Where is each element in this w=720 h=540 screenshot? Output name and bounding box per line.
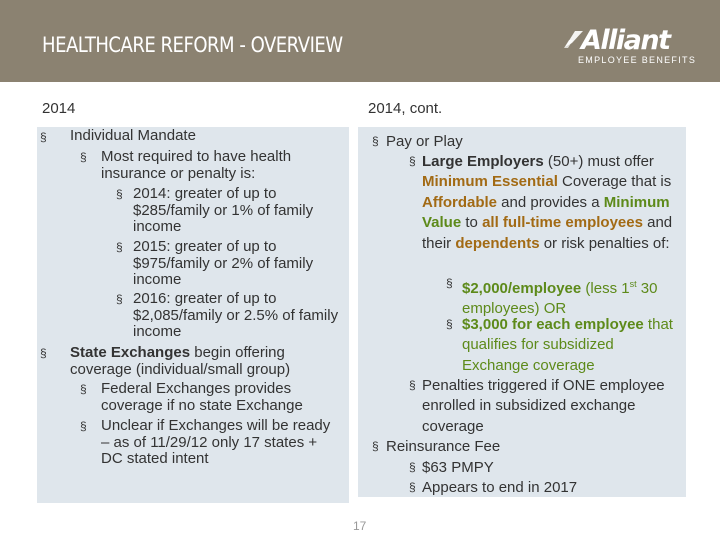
penalty-item-2 <box>462 315 682 376</box>
list-item-level1: Individual Mandate <box>70 127 196 144</box>
penalty-less-text: (less 1 <box>581 280 630 297</box>
list-item-level2: Unclear if Exchanges will be ready – as of 11/29/12 only 17 states + DC stated intent <box>101 417 331 467</box>
dependents-highlight: dependents <box>455 234 540 252</box>
affordable-highlight: Affordable <box>422 193 497 211</box>
bullet-icon: § <box>446 317 453 331</box>
state-exchanges-label: State Exchanges <box>70 344 191 361</box>
bullet-icon: § <box>409 460 416 474</box>
reinsurance-item: Reinsurance Fee <box>386 438 501 455</box>
minimum-value-highlight: Minimum Value <box>422 193 670 232</box>
logo-wordmark: Alliant <box>581 25 670 56</box>
provides-text: and provides a <box>497 193 604 211</box>
pay-or-play-item: Pay or Play <box>386 133 463 150</box>
list-item-level2: Most required to have health insurance or penalty is: <box>101 148 292 182</box>
ordinal-superscript: st <box>629 279 637 289</box>
bullet-icon: § <box>372 439 379 453</box>
bullet-icon: § <box>116 187 123 201</box>
bullet-icon: § <box>446 276 453 290</box>
pmpy-item: $63 PMPY <box>422 459 494 476</box>
list-item-level3: 2015: greater of up to $975/family or 2% of family income <box>133 238 314 288</box>
list-item-level2: Federal Exchanges provides coverage if no state Exchange <box>101 380 303 414</box>
list-item-level3: 2016: greater of up to $2,085/family or 2.5% of family income <box>133 290 339 340</box>
penalty-3000-highlight: $3,000 for each employee <box>462 316 644 333</box>
bullet-icon: § <box>40 130 47 144</box>
and-their-text: and their <box>422 214 673 252</box>
page-number: 17 <box>353 519 367 533</box>
alliant-logo <box>563 25 697 71</box>
all-full-time-highlight: all full-time employees <box>482 214 643 232</box>
large-employers-size: (50+) must offer <box>543 153 654 170</box>
minimum-essential-highlight: Minimum Essential <box>422 173 558 191</box>
penalty-2000-highlight: $2,000/employee <box>462 280 582 297</box>
penalties-triggered-item: Penalties triggered if ONE employee enrolled in subsidized exchange coverage <box>422 377 665 435</box>
large-employers-label: Large Employers <box>422 153 544 170</box>
bullet-icon: § <box>409 378 416 392</box>
to-text: to <box>461 214 483 232</box>
header-bar <box>0 0 720 82</box>
end-2017-item: Appears to end in 2017 <box>422 479 578 496</box>
penalty-item-1 <box>462 274 682 320</box>
bullet-icon: § <box>409 480 416 494</box>
coverage-text: Coverage that is <box>557 173 672 191</box>
bullet-icon: § <box>409 154 416 168</box>
list-item-level3: 2014: greater of up to $285/family or 1% of family income <box>133 185 314 235</box>
bullet-icon: § <box>116 292 123 306</box>
bullet-icon: § <box>80 150 87 164</box>
right-column-heading: 2014, cont. <box>368 100 443 117</box>
large-employers-item <box>422 152 678 254</box>
bullet-icon: § <box>372 134 379 148</box>
bullet-icon: § <box>40 346 47 360</box>
list-item-level1 <box>70 345 340 378</box>
bullet-icon: § <box>80 382 87 396</box>
bullet-icon: § <box>80 419 87 433</box>
left-column-heading: 2014 <box>42 100 76 117</box>
penalty-or-text: 30 employees) OR <box>462 280 658 318</box>
logo-subtext: EMPLOYEE BENEFITS <box>578 55 697 65</box>
state-exchanges-text: begin offering coverage (individual/small group) <box>70 344 291 378</box>
bullet-icon: § <box>116 240 123 254</box>
penalty-subsidized-text: that qualifies for subsidized Exchange coverage <box>462 316 673 374</box>
risk-penalties-text: or risk penalties of: <box>539 234 670 252</box>
slide-title: HEALTHCARE REFORM - OVERVIEW <box>42 33 343 57</box>
